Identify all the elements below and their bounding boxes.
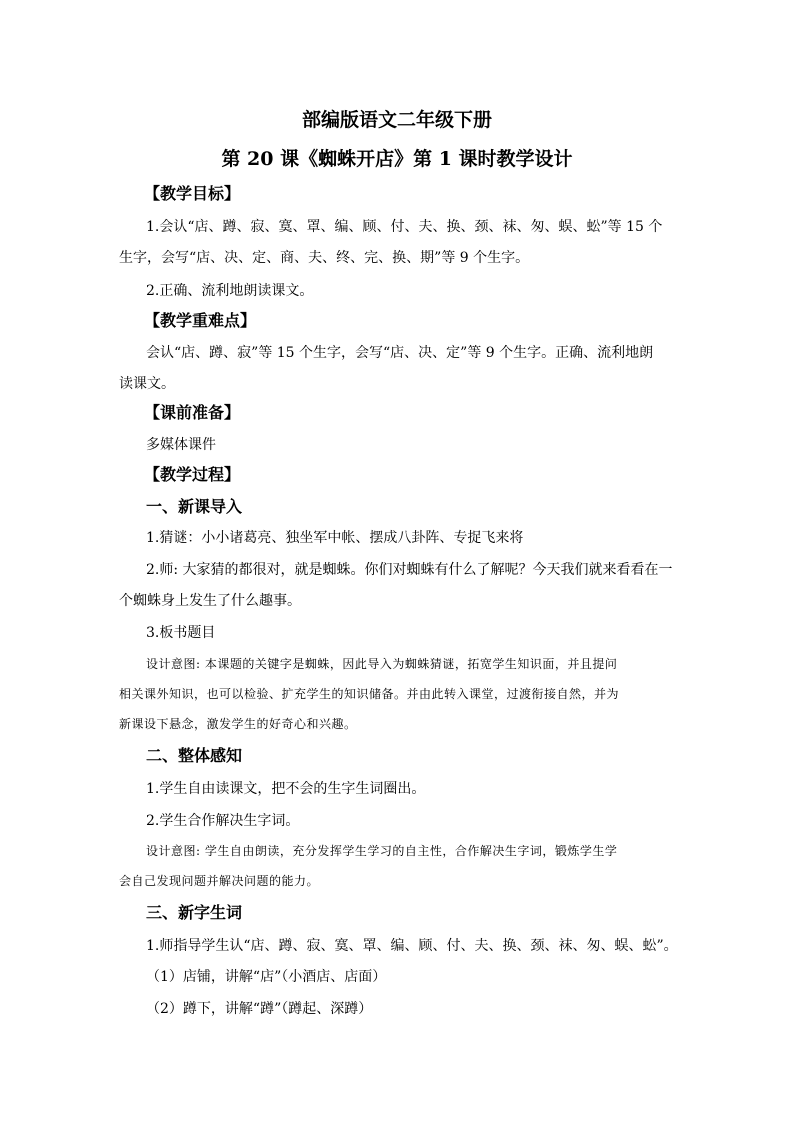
process-heading: 【教学过程】: [144, 465, 241, 484]
goal-item-1-line-1: 1.会认“店、蹲、寂、寞、罩、编、顾、付、夫、换、颈、袜、匆、蜈、蚣”等 15 个: [146, 219, 663, 235]
section-2-heading: 二、整体感知: [146, 746, 243, 765]
section-1-heading: 一、新课导入: [146, 497, 243, 516]
design-note-1-line-1: 设计意图: 本课题的关键字是蜘蛛，因此导入为蜘蛛猜谜，拓宽学生知识面，并且提问: [146, 657, 618, 671]
preparation-text: 多媒体课件: [146, 437, 216, 453]
design-note-1-line-2: 相关课外知识，也可以检验、扩充学生的知识储备。并由此转入课堂，过渡衔接自然，并为: [119, 687, 620, 701]
section-3-heading: 三、新字生词: [146, 903, 243, 922]
key-points-line-1: 会认“店、蹲、寂”等 15 个生字，会写“店、决、定”等 9 个生字。正确、流利地朗: [146, 345, 654, 361]
section-2-item-1: 1.学生自由读课文，把不会的生字生词圈出。: [146, 781, 426, 797]
section-3-item-1: 1.师指导学生认“店、蹲、寂、寞、罩、编、顾、付、夫、换、颈、袜、匆、蜈、蚣”。: [146, 938, 678, 954]
document-title: 部编版语文二年级下册: [301, 109, 492, 131]
section-1-item-1: 1.猜谜：小小诸葛亮、独坐军中帐、摆成八卦阵、专捉飞来将: [146, 530, 524, 546]
section-2-item-2: 2.学生合作解决生字词。: [146, 813, 300, 829]
section-1-item-2-line-1: 2.师: 大家猜的都很对，就是蜘蛛。你们对蜘蛛有什么了解呢？今天我们就来看看在一: [146, 562, 673, 578]
preparation-heading: 【课前准备】: [144, 403, 241, 422]
goal-heading: 【教学目标】: [144, 184, 241, 203]
goal-item-2: 2.正确、流利地朗读课文。: [146, 283, 314, 299]
design-note-2-line-1: 设计意图: 学生自由朗读，充分发挥学生学习的自主性，合作解决生字词，锻炼学生学: [146, 844, 618, 858]
key-points-line-2: 读课文。: [119, 376, 175, 392]
section-3-subitem-2: （2）蹲下，讲解“蹲”（蹲起、深蹲）: [146, 1001, 373, 1017]
section-3-subitem-1: （1）店铺，讲解“店”（小酒店、店面）: [146, 969, 387, 985]
section-1-item-2-line-2: 个蜘蛛身上发生了什么趣事。: [119, 593, 301, 609]
key-points-heading: 【教学重难点】: [144, 311, 257, 330]
lesson-title: 第 20 课《蜘蛛开店》第 1 课时教学设计: [221, 148, 573, 170]
design-note-1-line-3: 新课设下悬念，激发学生的好奇心和兴趣。: [119, 717, 357, 731]
goal-item-1-line-2: 生字，会写“店、决、定、商、夫、终、完、换、期”等 9 个生字。: [119, 250, 530, 266]
design-note-2-line-2: 会自己发现问题并解决问题的能力。: [119, 874, 320, 888]
section-1-item-3: 3.板书题目: [146, 625, 216, 641]
